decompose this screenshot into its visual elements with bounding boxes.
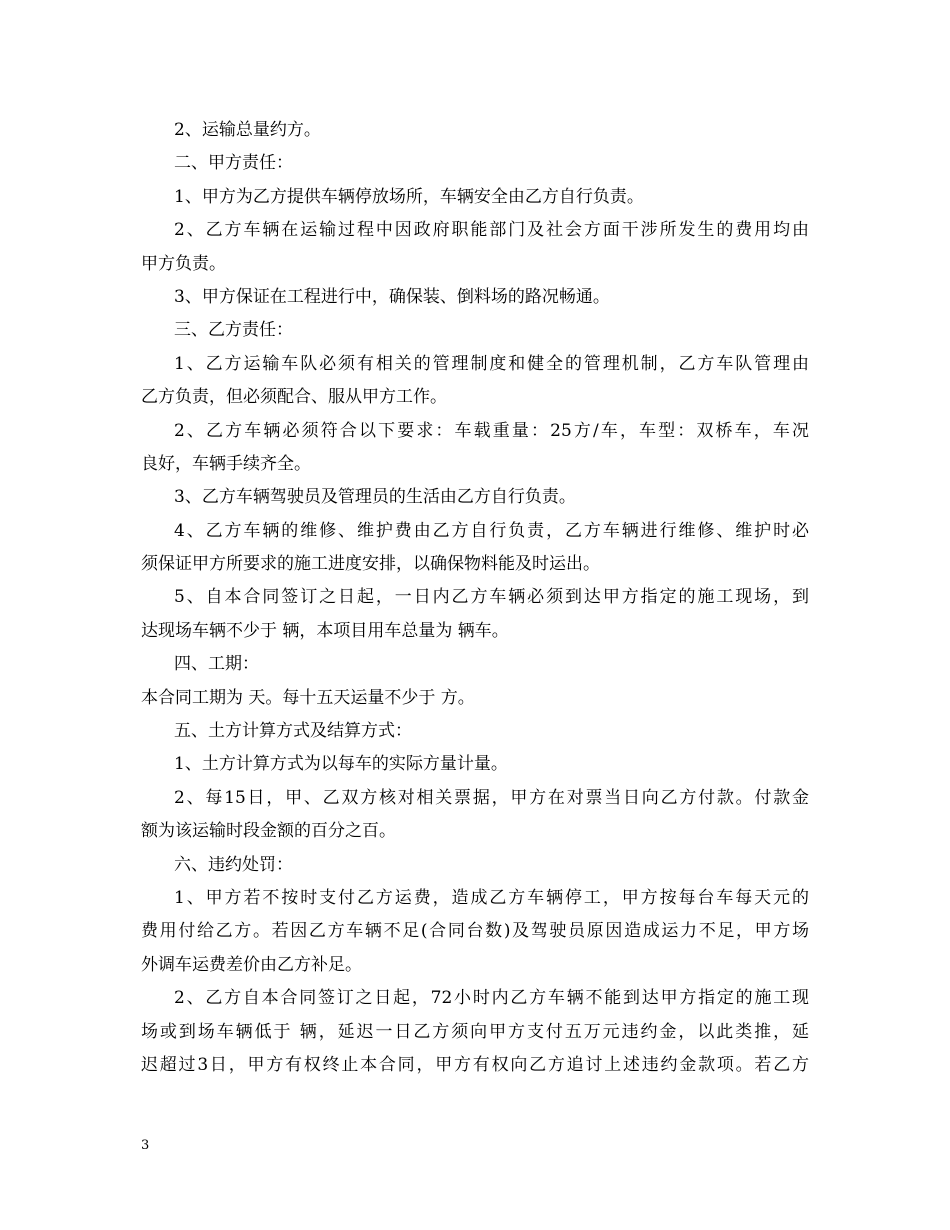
text-line: 乙方负责，但必须配合、服从甲方工作。 (141, 387, 447, 408)
text-line: 3、甲方保证在工程进行中，确保装、倒料场的路况畅通。 (174, 286, 610, 307)
text-line: 迟超过3日，甲方有权终止本合同，甲方有权向乙方追讨上述违约金款项。若乙方 (141, 1054, 809, 1075)
text-line: 5、自本合同签订之日起，一日内乙方车辆必须到达甲方指定的施工现场，到 (174, 587, 809, 608)
text-line: 2、运输总量约方。 (174, 120, 321, 140)
text-line: 场或到场车辆低于 辆，延迟一日乙方须向甲方支付五万元违约金，以此类推，延 (141, 1021, 809, 1042)
text-line: 4、乙方车辆的维修、维护费由乙方自行负责，乙方车辆进行维修、维护时必 (174, 520, 809, 541)
text-line: 达现场车辆不少于 辆，本项目用车总量为 辆车。 (141, 620, 509, 641)
text-line: 1、土方计算方式为以每车的实际方量计量。 (174, 754, 508, 775)
text-line: 五、土方计算方式及结算方式： (174, 721, 412, 742)
text-line: 2、每15日，甲、乙双方核对相关票据，甲方在对票当日向乙方付款。付款金 (174, 787, 809, 808)
text-line: 1、甲方为乙方提供车辆停放场所，车辆安全由乙方自行负责。 (174, 186, 644, 207)
text-line: 额为该运输时段金额的百分之百。 (141, 821, 396, 842)
text-line: 1、乙方运输车队必须有相关的管理制度和健全的管理机制，乙方车队管理由 (174, 353, 809, 374)
text-line: 2、乙方自本合同签订之日起，72小时内乙方车辆不能到达甲方指定的施工现 (174, 988, 809, 1009)
text-line: 甲方负责。 (141, 253, 226, 274)
text-line: 四、工期： (174, 654, 259, 675)
text-line: 1、甲方若不按时支付乙方运费，造成乙方车辆停工，甲方按每台车每天元的 (174, 887, 809, 908)
text-line: 本合同工期为 天。每十五天运量不少于 方。 (141, 687, 475, 708)
text-line: 二、甲方责任： (174, 153, 293, 174)
text-line: 六、违约处罚： (174, 854, 293, 875)
text-line: 良好，车辆手续齐全。 (141, 453, 311, 474)
text-line: 3、乙方车辆驾驶员及管理员的生活由乙方自行负责。 (174, 487, 576, 508)
page-number: 3 (141, 1138, 150, 1153)
text-line: 外调车运费差价由乙方补足。 (141, 954, 362, 975)
text-line: 须保证甲方所要求的施工进度安排，以确保物料能及时运出。 (141, 554, 600, 575)
text-line: 2、乙方车辆在运输过程中因政府职能部门及社会方面干涉所发生的费用均由 (174, 220, 809, 241)
text-line: 2、乙方车辆必须符合以下要求：车载重量：25方/车，车型：双桥车，车况 (174, 420, 809, 441)
document-body (141, 114, 809, 1082)
text-line: 费用付给乙方。若因乙方车辆不足(合同台数)及驾驶员原因造成运力不足，甲方场 (141, 921, 809, 942)
text-line: 三、乙方责任： (174, 320, 293, 341)
